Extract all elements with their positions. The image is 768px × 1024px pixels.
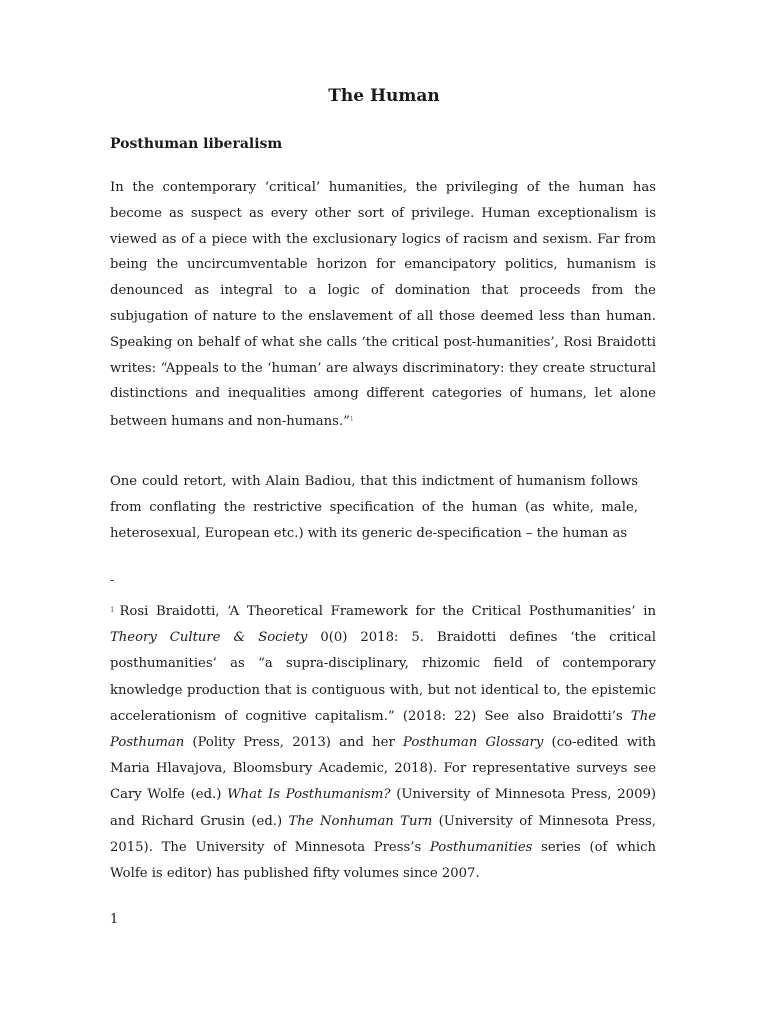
footnote-book-title: The Posthuman (110, 708, 656, 751)
footnote-series-title: Posthumanities (429, 839, 533, 855)
footnote-text: Rosi Braidotti, ‘A Theoretical Framework for the Critical Posthumanities’ in (119, 604, 656, 619)
page-number: 1 (110, 912, 119, 927)
footnote-text: (co-edited with Maria Hlavajova, Bloomsbury Academic, 2018). For representative surveys see Cary Wolfe (ed.) (110, 735, 657, 803)
footnote-journal-title: Theory Culture & Society (110, 630, 308, 646)
footnote-book-title: What Is Posthumanism? (227, 787, 391, 803)
paragraph-1-text: In the contemporary ‘critical’ humanities, the privileging of the human has become as suspect as every other sort of privilege. Human exceptionalism is viewed as of a piece with the exclusionary logics of racism and sexism. Far from being the uncircumventable horizon for emancipatory politics, humanism is denounced as integral to a logic of domination that proceeds from the subjugation of nature to the enslavement of all those deemed less than human. Speaking on behalf of what she calls ‘the critical post-humanities’, Rosi Braidotti writes: “Appeals to the ‘human’ are always discriminatory: they create structural distinctions and inequalities among different categories of humans, let alone between humans and non-humans.” (110, 180, 656, 430)
footnote-book-title: Posthuman Glossary (403, 735, 544, 751)
paragraph-2: One could retort, with Alain Badiou, that this indictment of humanism follows from conflating the restrictive specification of the human (as white, male, heterosexual, European etc.) with its generic de-specification – the human as (110, 474, 638, 541)
footnote-text: (University of Minnesota Press, 2009) and Richard Grusin (ed.) (110, 787, 656, 829)
paragraph-1 (110, 175, 656, 435)
footnote-separator: - (110, 573, 115, 587)
footnote-marker: 1 (110, 606, 115, 614)
footnote-text: 0(0) 2018: 5. Braidotti defines ‘the critical posthumanities’ as “a supra-disciplinary, rhizomic field of contemporary knowledge production that is contiguous with, but not identical to, the epistemic accelerationism of cognitive capitalism.” (2018: 22) See also Braidotti’s (110, 630, 657, 724)
footnote-text: (University of Minnesota Press, 2015). The University of Minnesota Press’s (110, 813, 656, 855)
footnote-1 (110, 597, 656, 887)
footnote-text: series (of which Wolfe is editor) has published fifty volumes since 2007. (110, 839, 656, 882)
footnote-reference[interactable]: 1 (349, 416, 354, 424)
footnote-text: (Polity Press, 2013) and her (184, 735, 404, 751)
footnote-book-title: The Nonhuman Turn (288, 813, 433, 829)
document-title: The Human (328, 86, 440, 106)
section-heading: Posthuman liberalism (110, 136, 283, 152)
